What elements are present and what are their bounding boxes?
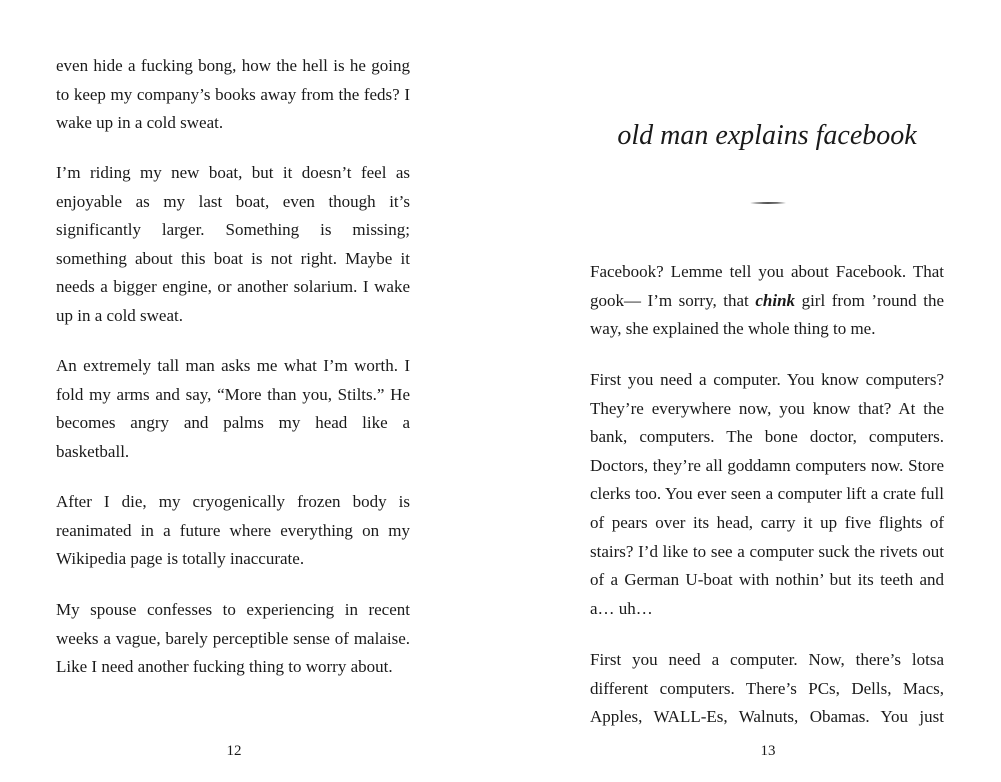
- intro-text-before: Facebook? Lemme tell you about Facebook. That gook— I’m sorry, that: [590, 262, 944, 310]
- paragraph: After I die, my cryogenically frozen body is reanimated in a future where everything on my Wikipedia page is totally inaccurate.: [56, 492, 410, 569]
- ornament-rule-icon: [750, 201, 786, 205]
- paragraph: I’m riding my new boat, but it doesn’t feel as enjoyable as my last boat, even though it’s significantly larger. Something is missing; something about this boat is not right. Maybe it needs a bigger engine, or another solarium. I wake up in a cold sweat.: [56, 163, 410, 325]
- paragraph: First you need a computer. Now, there’s lotsa different computers. There’s PCs, Dells, Macs, Apples, WALL-Es, Walnuts, Obamas. You just: [590, 650, 944, 727]
- paragraph: An extremely tall man asks me what I’m worth. I fold my arms and say, “More than you, Stilts.” He becomes angry and palms my head like a basketball.: [56, 356, 410, 461]
- paragraph-intro: [590, 258, 944, 344]
- chapter-title: old man explains facebook: [617, 120, 917, 151]
- left-page: [0, 0, 500, 782]
- paragraph: First you need a computer. You know computers? They’re everywhere now, you know that? At the bank, computers. The bone doctor, computers. Doctors, they’re all goddamn computers now. Store clerks too. You ever seen a computer lift a crate full of pears over its head, carry it up five flights of stairs? I’d like to see a computer suck the rivets out of a German U-boat with nothin’ but its teeth and a… uh…: [590, 370, 944, 618]
- intro-emphasis: chink: [755, 290, 796, 310]
- ornament-rule: [750, 201, 786, 203]
- intro-text-after: girl from ’round the way, she explained the whole thing to me.: [590, 290, 944, 339]
- right-page: [500, 0, 1001, 782]
- paragraph: My spouse confesses to experiencing in recent weeks a vague, barely perceptible sense of malaise. Like I need another fucking thing to worry about.: [56, 600, 410, 677]
- paragraph: even hide a fucking bong, how the hell is he going to keep my company’s books away from the feds? I wake up in a cold sweat.: [56, 56, 410, 133]
- page-number: 12: [226, 743, 242, 759]
- page-number: 13: [760, 743, 776, 759]
